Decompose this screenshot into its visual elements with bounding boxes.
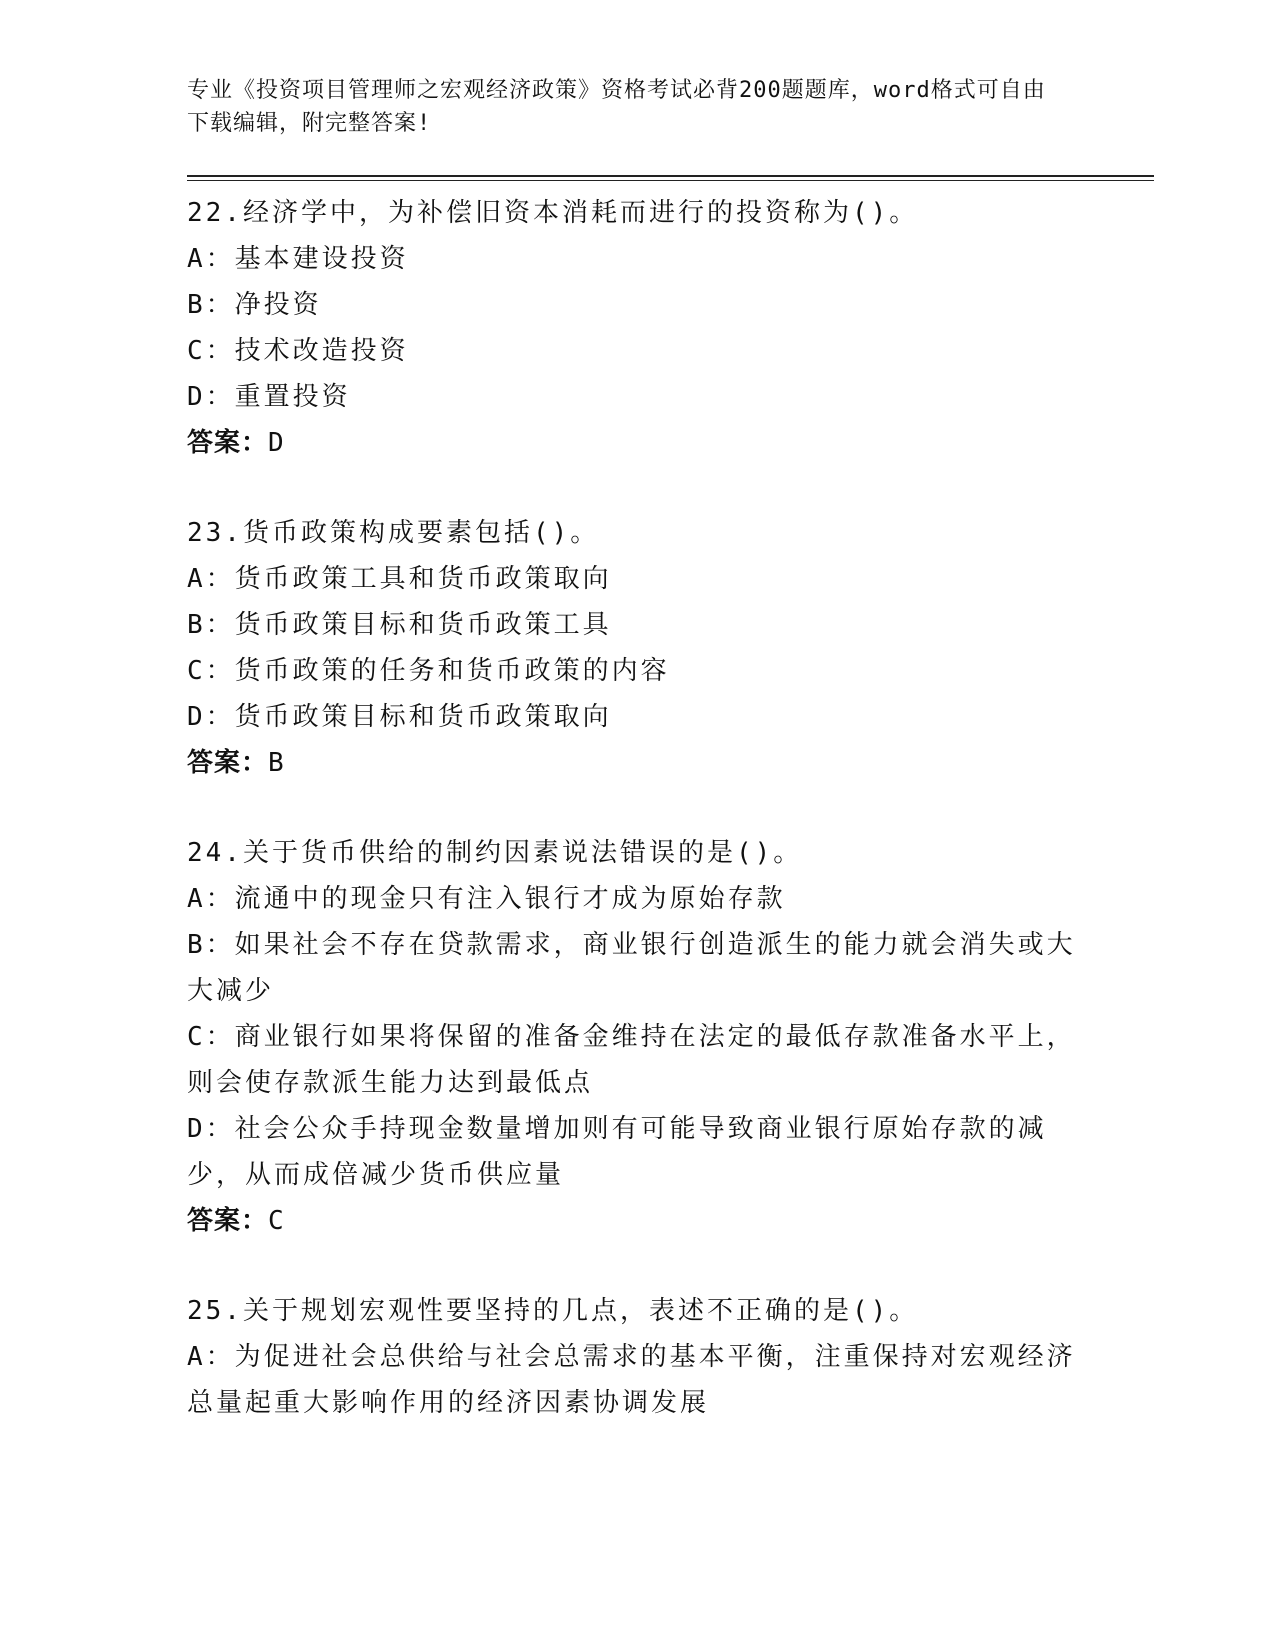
- question-22: [187, 190, 1077, 466]
- answer-line: [187, 1198, 1077, 1244]
- answer-value: C: [268, 1206, 285, 1236]
- question-stem: 25.关于规划宏观性要坚持的几点，表述不正确的是()。: [187, 1296, 919, 1326]
- option-c: C：技术改造投资: [187, 336, 409, 366]
- option-c: C：商业银行如果将保留的准备金维持在法定的最低存款准备水平上，则会使存款派生能力达到最低点: [187, 1022, 1076, 1098]
- option-b: B：如果社会不存在贷款需求，商业银行创造派生的能力就会消失或大大减少: [187, 930, 1076, 1006]
- question-24: [187, 830, 1077, 1244]
- header-divider-thick: [187, 175, 1154, 177]
- option-b: B：货币政策目标和货币政策工具: [187, 610, 612, 640]
- question-list: [187, 190, 1077, 1470]
- answer-value: D: [268, 428, 285, 458]
- answer-label: 答案：: [187, 748, 269, 778]
- question-25: [187, 1288, 1077, 1426]
- option-a: A：流通中的现金只有注入银行才成为原始存款: [187, 884, 786, 914]
- option-d: D：社会公众手持现金数量增加则有可能导致商业银行原始存款的减少，从而成倍减少货币供应量: [187, 1114, 1047, 1190]
- answer-value: B: [268, 748, 285, 778]
- answer-label: 答案：: [187, 428, 269, 458]
- question-stem: 24.关于货币供给的制约因素说法错误的是()。: [187, 838, 803, 868]
- option-d: D：货币政策目标和货币政策取向: [187, 702, 612, 732]
- option-a: A：基本建设投资: [187, 244, 409, 274]
- question-stem: 23.货币政策构成要素包括()。: [187, 518, 600, 548]
- question-stem: 22.经济学中，为补偿旧资本消耗而进行的投资称为()。: [187, 198, 919, 228]
- answer-label: 答案：: [187, 1206, 269, 1236]
- option-c: C：货币政策的任务和货币政策的内容: [187, 656, 670, 686]
- answer-line: [187, 740, 1077, 786]
- option-a: A：为促进社会总供给与社会总需求的基本平衡，注重保持对宏观经济总量起重大影响作用的经济因素协调发展: [187, 1342, 1076, 1418]
- option-a: A：货币政策工具和货币政策取向: [187, 564, 612, 594]
- question-23: [187, 510, 1077, 786]
- header-divider-thin: [187, 180, 1154, 181]
- document-header: 专业《投资项目管理师之宏观经济政策》资格考试必背200题题库，word格式可自由下载编辑，附完整答案!: [187, 78, 1046, 136]
- answer-line: [187, 420, 1077, 466]
- option-b: B：净投资: [187, 290, 322, 320]
- option-d: D：重置投资: [187, 382, 351, 412]
